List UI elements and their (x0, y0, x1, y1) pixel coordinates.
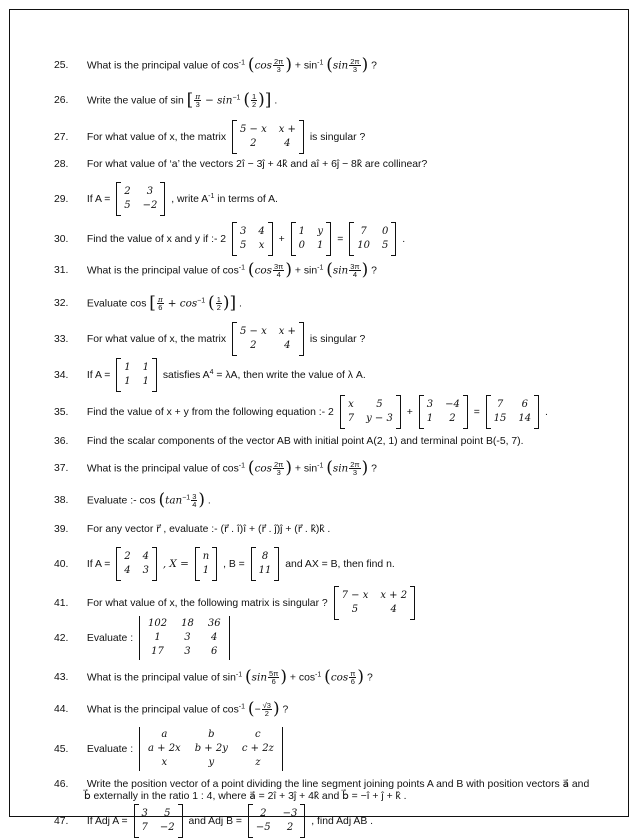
question-text: Evaluate : (86, 743, 134, 755)
numerator: 3π (273, 261, 284, 271)
denominator: 3 (195, 100, 200, 110)
paren: ) (198, 490, 206, 510)
question-text: Write the position vector of a point dividing the line segment joining points A and B with position vectors a⃗ and (86, 779, 590, 790)
fraction (273, 461, 284, 477)
question-tail: ? (366, 672, 373, 684)
matrix (349, 222, 396, 256)
question-text: Evaluate :- cos (86, 495, 156, 507)
matrix-cell: x (258, 240, 265, 251)
superscript: -1 (317, 462, 324, 470)
matrix-cell: 0 (298, 240, 305, 251)
matrix (232, 322, 304, 356)
matrix-cell: 1 (202, 565, 210, 576)
question-text: Find the value of x + y from the following equation :- 2 (86, 406, 334, 418)
matrix-cell: 4 (390, 604, 397, 615)
math-op: + sin (294, 463, 318, 475)
matrix-cell: 8 (261, 551, 269, 562)
bracket: ] (229, 293, 237, 313)
denominator: 6 (350, 677, 355, 687)
question-40 (54, 547, 608, 581)
paren: ( (326, 55, 333, 75)
question-43 (54, 667, 608, 688)
question-tail: . (274, 95, 278, 107)
matrix-cell: −4 (445, 399, 460, 410)
det-cell: 102 (148, 618, 168, 629)
math-arg: cos (254, 462, 272, 475)
matrix-cell: 7 (360, 226, 367, 237)
matrix-cell: y (317, 226, 323, 237)
fraction (216, 296, 222, 312)
question-number: 30. (54, 233, 69, 245)
question-number: 36. (54, 436, 69, 447)
matrix-cell: 4 (124, 565, 131, 576)
fraction (349, 263, 360, 279)
det-cell: a + 2x (148, 743, 181, 754)
numerator: 5π (269, 668, 279, 678)
superscript: −1 (197, 297, 206, 305)
det-cell: b (208, 729, 215, 740)
question-tail: ? (371, 265, 377, 277)
question-number: 25. (54, 60, 69, 72)
denominator: 4 (276, 270, 281, 280)
matrix-cell: 2 (260, 808, 267, 819)
fraction (262, 702, 272, 718)
det-cell: 4 (211, 632, 218, 643)
question-number: 28. (54, 159, 69, 170)
question-44 (54, 699, 608, 720)
det-cell: 1 (154, 632, 161, 643)
question-number: 47. (54, 815, 69, 827)
question-text: Evaluate : (86, 632, 134, 644)
question-37 (54, 458, 608, 479)
question-text: If A = (86, 369, 111, 381)
det-cell: b + 2y (194, 743, 228, 754)
fraction (268, 670, 279, 686)
question-number: 35. (54, 406, 69, 418)
matrix-cell: 5 (239, 240, 247, 251)
question-33 (54, 322, 608, 356)
paren: ( (208, 293, 215, 313)
question-46-continued (84, 790, 608, 803)
question-27 (54, 120, 608, 154)
question-text: For what value of x, the matrix (86, 333, 227, 345)
matrix-cell: 1 (298, 226, 305, 237)
paren: ) (272, 699, 280, 719)
matrix-cell: 1 (124, 376, 131, 387)
det-cell: 17 (151, 646, 164, 657)
superscript: -1 (208, 192, 215, 200)
matrix-cell: x + 2 (380, 590, 408, 601)
question-35 (54, 395, 608, 429)
numerator: √3 (262, 700, 271, 710)
math-op: + (406, 406, 413, 418)
question-tail: ? (371, 463, 377, 475)
matrix-cell: 1 (316, 240, 324, 251)
superscript: −1 (232, 94, 241, 102)
det-cell: 6 (211, 646, 218, 657)
matrix-cell: 2 (250, 340, 257, 351)
matrix (134, 804, 183, 838)
question-text: For any vector r⃗ , evaluate :- (r⃗ . î)î + (r⃗ . ĵ)ĵ + (r⃗ . k̂)k̂ . (86, 524, 331, 535)
fraction (194, 93, 201, 109)
math-op: = (473, 406, 480, 418)
question-tail: . (207, 495, 211, 507)
matrix-cell: 1 (124, 362, 131, 373)
matrix-cell: 1 (142, 362, 149, 373)
question-tail: , find Adj AB . (311, 815, 374, 827)
math-arg: sin (332, 264, 349, 277)
question-number: 38. (54, 495, 69, 507)
question-38 (54, 490, 608, 511)
matrix-cell: 11 (258, 565, 272, 576)
det-cell: 3 (184, 646, 191, 657)
math-arg: cos (254, 59, 272, 72)
math-op: , B = (223, 558, 245, 570)
det-cell: 18 (181, 618, 194, 629)
paren: ( (247, 458, 255, 478)
question-25 (54, 55, 608, 76)
fraction (349, 670, 356, 686)
question-32 (54, 293, 608, 314)
denominator: 6 (271, 677, 276, 687)
matrix-cell: x + (278, 326, 296, 337)
matrix-cell: 3 (141, 808, 148, 819)
math-op: − sin (205, 94, 233, 107)
question-tail: in terms of A. (217, 193, 278, 205)
matrix-cell: 5 (351, 604, 359, 615)
matrix (291, 222, 332, 256)
math-op: + cos (289, 672, 316, 684)
question-text: What is the principal value of sin (86, 672, 236, 684)
numerator: 2π (350, 56, 360, 66)
matrix-cell: 7 (141, 822, 148, 833)
paren: ) (361, 260, 369, 280)
question-page (9, 9, 629, 833)
question-text: For what value of ‘a’ the vectors 2î − 3ĵ + 4k̂ and aî + 6ĵ − 8k̂ are collinear? (86, 159, 428, 170)
det-cell: z (255, 757, 261, 768)
matrix-cell: 7 − x (341, 590, 369, 601)
superscript: -1 (238, 264, 246, 272)
matrix-cell: x + (278, 124, 296, 135)
superscript: -1 (238, 59, 246, 67)
matrix-cell: 2 (124, 551, 131, 562)
matrix-cell: 7 (347, 413, 355, 424)
matrix-cell: −5 (255, 822, 271, 833)
question-39 (54, 523, 608, 536)
paren: ( (243, 90, 250, 110)
question-tail: = λA, then write the value of λ A. (216, 369, 366, 381)
question-tail: , write A (171, 193, 209, 205)
math-arg: tan (165, 494, 183, 507)
question-number: 39. (54, 524, 69, 535)
bracket: ] (264, 90, 272, 110)
question-text: If Adj A = (86, 815, 128, 827)
paren: ( (247, 55, 255, 75)
question-tail: satisfies A (162, 369, 210, 381)
numerator: 1 (251, 91, 257, 101)
det-cell: 3 (184, 632, 191, 643)
question-number: 33. (54, 333, 69, 345)
denominator: 2 (216, 303, 221, 313)
question-number: 40. (54, 558, 69, 570)
question-number: 42. (54, 632, 69, 644)
question-number: 27. (54, 131, 69, 143)
question-29 (54, 182, 608, 216)
paren: ( (247, 699, 255, 719)
matrix-cell: 5 (164, 808, 171, 819)
matrix-cell: 14 (518, 413, 532, 424)
question-text: If A = (86, 558, 111, 570)
denominator: 3 (276, 468, 281, 478)
fraction (157, 296, 164, 312)
matrix-cell: 2 (124, 186, 131, 197)
math-op: + sin (294, 265, 318, 277)
paren: ( (324, 667, 331, 687)
denominator: 4 (352, 270, 358, 280)
math-op: = (337, 233, 344, 245)
paren: ( (326, 260, 333, 280)
question-text: Write the value of sin (86, 95, 184, 107)
matrix-cell: 5 (124, 200, 131, 211)
paren: ) (361, 458, 369, 478)
paren: ) (361, 55, 369, 75)
matrix-cell: 7 (496, 399, 504, 410)
question-text: What is the principal value of cos (86, 704, 239, 716)
numerator: 3π (350, 261, 360, 271)
denominator: 3 (352, 468, 358, 478)
matrix-cell: 3 (142, 565, 149, 576)
paren: ) (280, 667, 288, 687)
question-number: 32. (54, 298, 69, 310)
matrix (419, 395, 468, 429)
denominator: 2 (251, 100, 257, 110)
question-text: What is the principal value of cos (86, 463, 239, 475)
question-number: 44. (54, 704, 69, 716)
matrix (232, 222, 273, 256)
det-cell: a (161, 729, 168, 740)
paren: ) (222, 293, 230, 313)
denominator: 3 (276, 65, 281, 75)
fraction (191, 493, 197, 509)
question-text: If A = (86, 193, 111, 205)
numerator: π (157, 294, 163, 304)
matrix-cell: x (348, 399, 354, 410)
matrix-cell: 4 (284, 138, 291, 149)
question-number: 45. (54, 743, 69, 755)
fraction (273, 58, 284, 74)
matrix (116, 358, 157, 392)
question-text: For what value of x, the following matrix is singular ? (86, 597, 328, 609)
matrix (486, 395, 539, 429)
matrix (116, 547, 157, 581)
question-text: and Adj B = (188, 815, 242, 827)
det-cell: 36 (207, 618, 221, 629)
matrix-cell: 4 (284, 340, 291, 351)
question-45 (54, 727, 608, 771)
question-text: Evaluate cos (86, 298, 147, 310)
math-op: , X = (162, 557, 189, 570)
superscript: -1 (315, 671, 322, 679)
matrix-cell: 3 (426, 399, 434, 410)
matrix-cell: −3 (282, 808, 298, 819)
numerator: π (350, 668, 356, 678)
paren: ( (326, 458, 333, 478)
question-text: Find the scalar components of the vector AB with initial point A(2, 1) and terminal point B(-5, 7). (86, 436, 524, 447)
question-number: 46. (54, 779, 69, 790)
math-op: + sin (294, 60, 318, 72)
question-text: What is the principal value of cos (86, 265, 239, 277)
question-text: For what value of x, the matrix (86, 131, 227, 143)
paren: ) (285, 260, 292, 280)
superscript: −1 (182, 494, 191, 502)
math-arg: sin (332, 462, 349, 475)
math-op: − (254, 704, 261, 716)
fraction (251, 93, 257, 109)
matrix (232, 120, 304, 154)
numerator: 2π (273, 459, 284, 469)
numerator: 2π (350, 459, 360, 469)
question-31 (54, 260, 608, 281)
question-tail: . (239, 298, 242, 310)
math-arg: cos (254, 264, 272, 277)
denominator: 3 (352, 65, 358, 75)
math-arg: cos (330, 671, 349, 684)
matrix-cell: 4 (142, 551, 149, 562)
question-number: 41. (54, 597, 69, 609)
question-tail: is singular ? (309, 333, 366, 345)
matrix-cell: 4 (258, 226, 265, 237)
superscript: 4 (209, 368, 214, 376)
matrix (251, 547, 280, 581)
paren: ) (357, 667, 365, 687)
math-op: + (278, 233, 285, 245)
paren: ) (285, 55, 292, 75)
matrix (334, 586, 416, 620)
det-cell: y (208, 757, 215, 768)
matrix-cell: 3 (239, 226, 247, 237)
matrix-cell: y − 3 (366, 413, 393, 424)
question-number: 26. (54, 95, 69, 107)
fraction (349, 58, 360, 74)
question-30 (54, 222, 608, 256)
det-cell: x (161, 757, 168, 768)
question-tail: . (402, 233, 406, 245)
superscript: -1 (235, 671, 243, 679)
bracket: [ (149, 293, 156, 313)
superscript: -1 (238, 462, 246, 470)
question-number: 43. (54, 672, 69, 684)
matrix (195, 547, 217, 581)
matrix-cell: 10 (357, 240, 370, 251)
question-tail: and AX = B, then find n. (285, 558, 395, 570)
question-tail: . (545, 406, 548, 418)
matrix (248, 804, 306, 838)
question-26 (54, 90, 608, 111)
paren: ( (245, 667, 252, 687)
question-tail: ? (282, 704, 289, 716)
superscript: -1 (238, 703, 246, 711)
question-36 (54, 435, 608, 448)
question-34 (54, 358, 608, 392)
math-arg: sin (332, 59, 349, 72)
matrix-cell: n (202, 551, 210, 562)
matrix-cell: 2 (250, 138, 257, 149)
matrix (340, 395, 401, 429)
numerator: 3 (192, 491, 197, 501)
matrix (116, 182, 165, 216)
matrix-cell: 3 (146, 186, 154, 197)
matrix-cell: 0 (381, 226, 389, 237)
matrix-cell: 15 (493, 413, 507, 424)
math-arg: sin (251, 671, 268, 684)
paren: ) (285, 458, 292, 478)
denominator: 6 (158, 303, 163, 313)
matrix-cell: 1 (426, 413, 434, 424)
question-text: Find the value of x and y if :- 2 (86, 233, 227, 245)
matrix-cell: 5 (376, 399, 383, 410)
question-text: b⃗ externally in the ratio 1 : 4, where a⃗ = 2î + 3ĵ + 4k̂ and b⃗ = −î + ĵ + k̂ . (84, 791, 407, 802)
numerator: π (195, 91, 201, 101)
fraction (349, 461, 360, 477)
matrix-cell: −2 (159, 822, 175, 833)
question-41 (54, 586, 608, 620)
question-28 (54, 158, 608, 171)
matrix-cell: −2 (142, 200, 158, 211)
matrix-cell: 5 − x (239, 326, 267, 337)
denominator: 4 (192, 500, 197, 510)
paren: ( (247, 260, 255, 280)
matrix-cell: 2 (449, 413, 456, 424)
matrix-cell: 6 (521, 399, 528, 410)
numerator: 1 (216, 294, 221, 304)
question-text: What is the principal value of cos (86, 60, 239, 72)
question-number: 34. (54, 369, 69, 381)
question-tail: is singular ? (309, 131, 366, 143)
paren: ) (258, 90, 265, 110)
question-47 (54, 804, 608, 838)
superscript: -1 (317, 264, 324, 272)
question-number: 31. (54, 265, 69, 277)
matrix-cell: 1 (142, 376, 149, 387)
determinant (139, 727, 283, 771)
paren: ( (158, 490, 166, 510)
question-42 (54, 616, 608, 660)
numerator: 2π (273, 56, 284, 66)
math-op: + cos (167, 297, 198, 310)
matrix-cell: 2 (286, 822, 294, 833)
fraction (273, 263, 284, 279)
matrix-cell: 5 (381, 240, 389, 251)
bracket: [ (186, 90, 194, 110)
matrix-cell: 5 − x (239, 124, 267, 135)
question-tail: ? (371, 60, 377, 72)
question-number: 37. (54, 463, 69, 475)
superscript: -1 (317, 59, 324, 67)
question-number: 29. (54, 193, 69, 205)
det-cell: c (255, 729, 261, 740)
det-cell: c + 2z (241, 743, 274, 754)
determinant (139, 616, 230, 660)
denominator: 2 (264, 709, 269, 719)
